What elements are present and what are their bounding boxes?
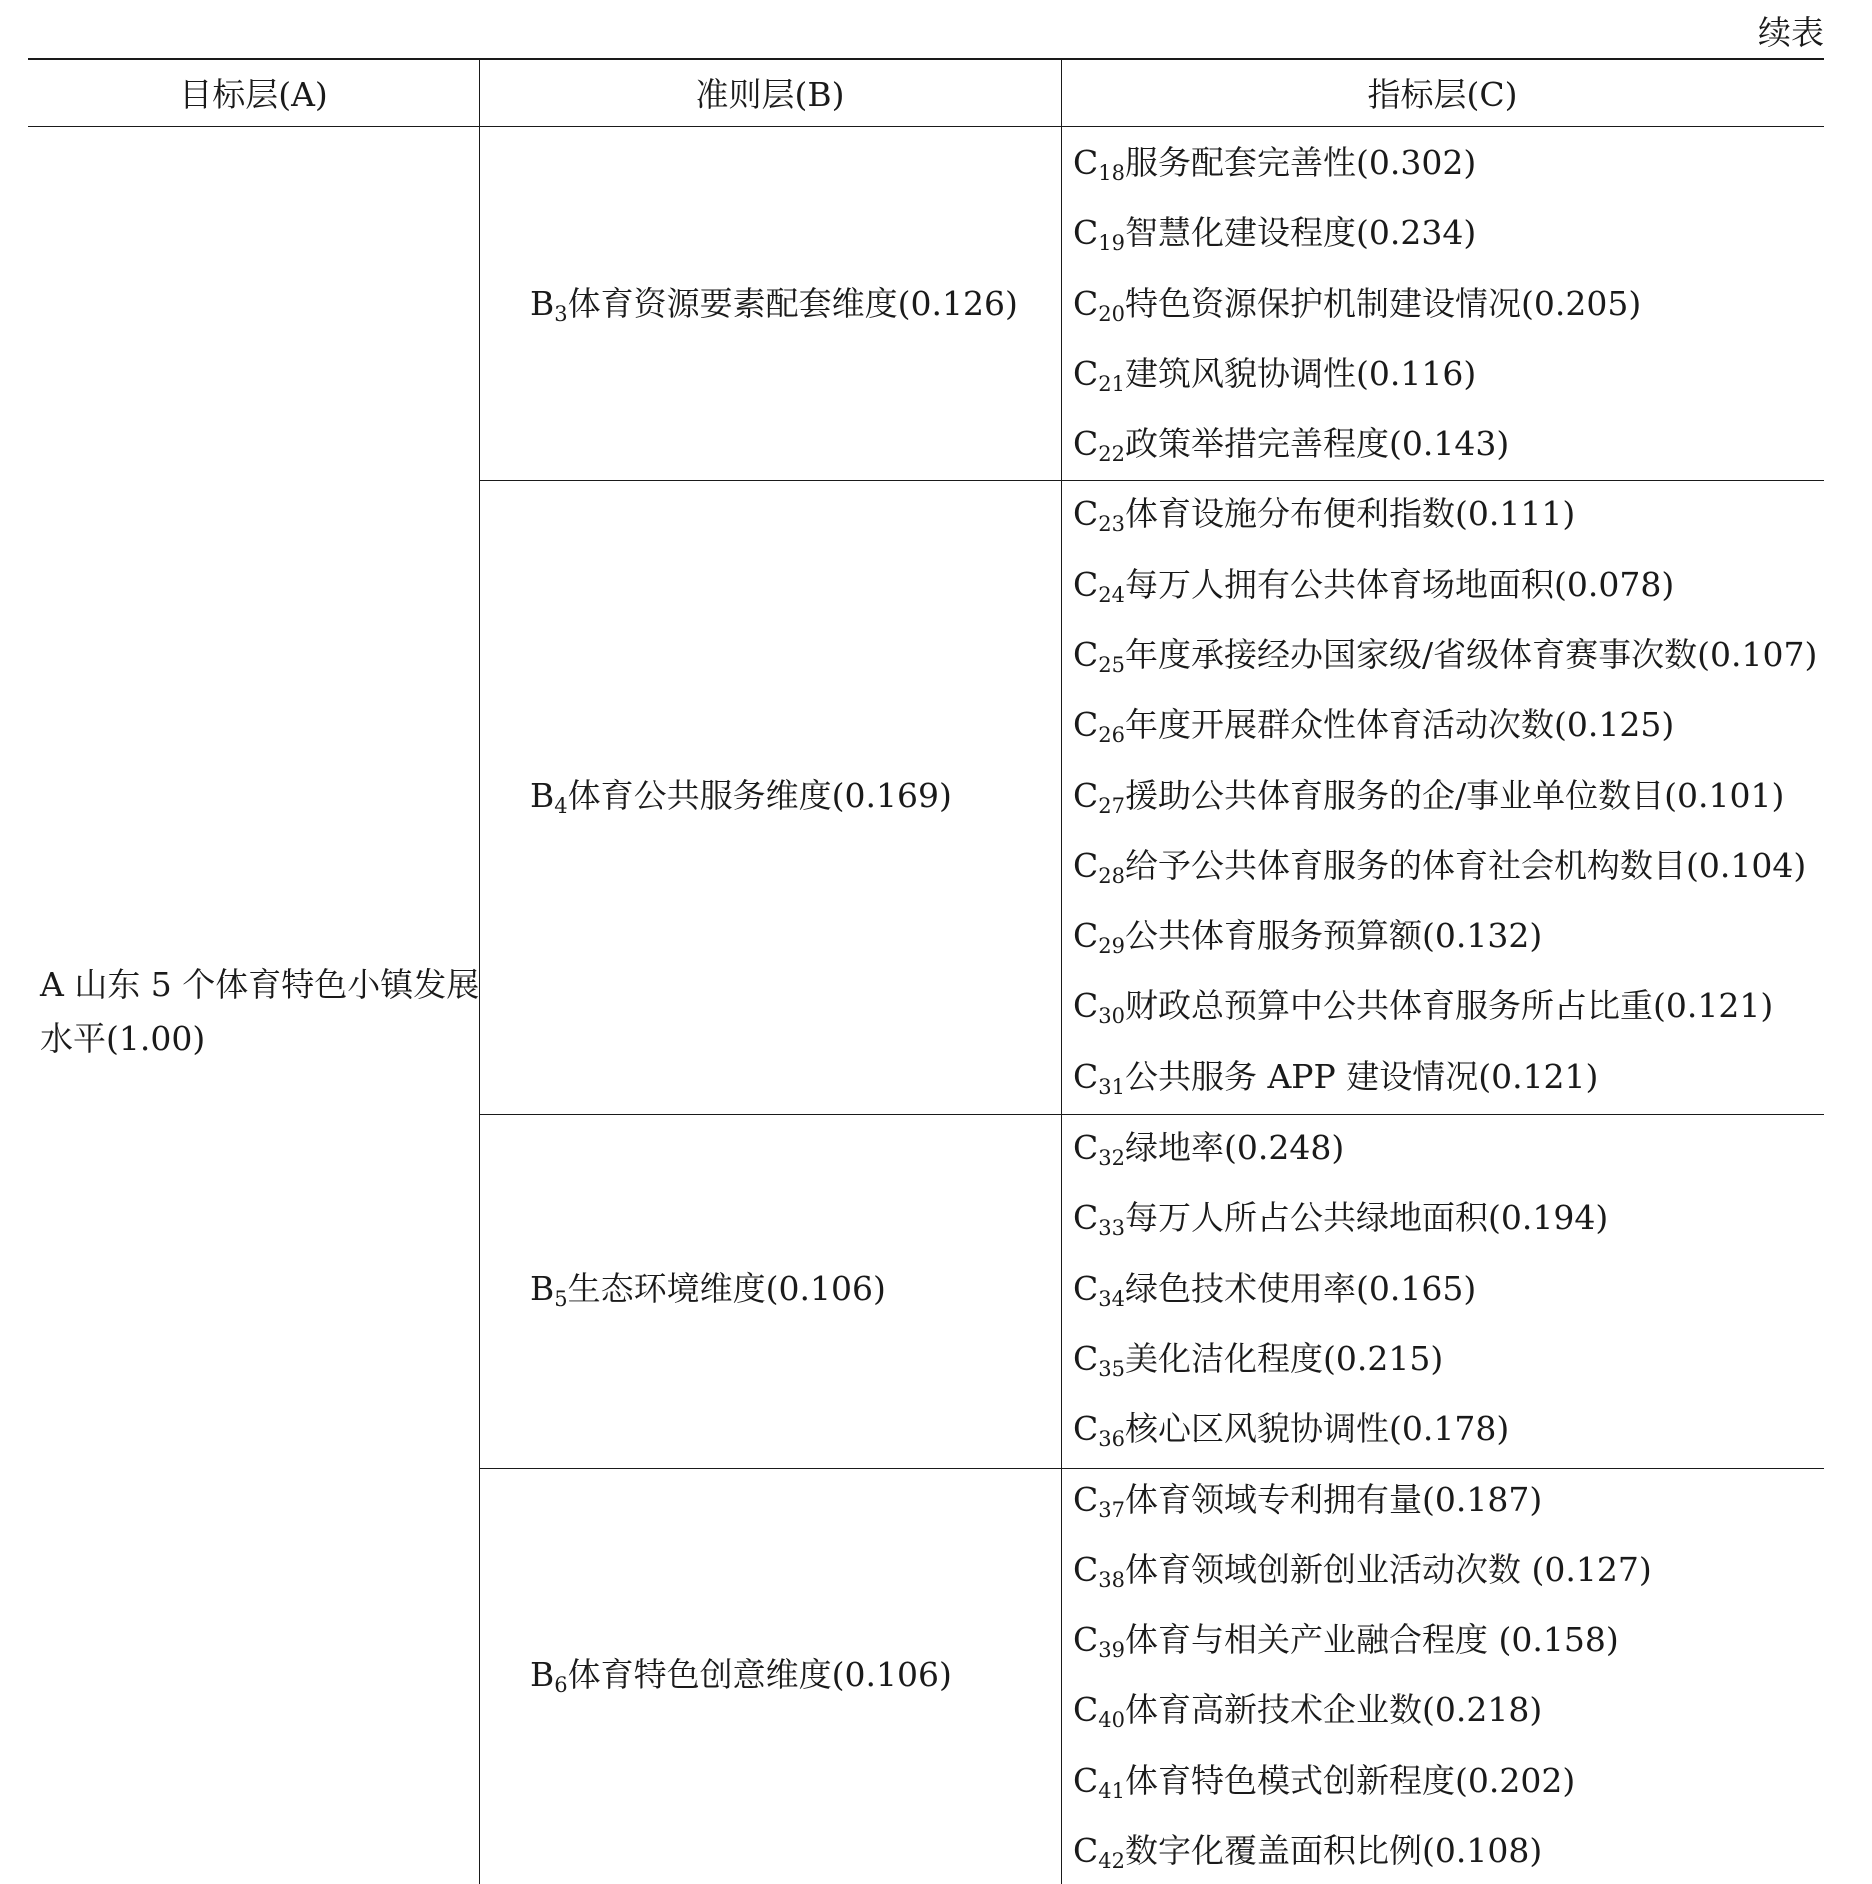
b5-bottom-rule [479,1468,1824,1469]
indicator-subscript: 18 [1098,161,1125,185]
indicator-label: 建筑风貌协调性(0.116) [1124,354,1477,393]
indicator-c37 [1073,1480,1542,1520]
indicator-code: C [1073,1339,1099,1378]
indicator-label: 年度承接经办国家级/省级体育赛事次数(0.107) [1124,635,1818,674]
criterion-subscript: 6 [554,1673,568,1697]
indicator-subscript: 40 [1098,1708,1125,1732]
indicator-label: 体育高新技术企业数(0.218) [1124,1690,1543,1729]
indicator-label: 智慧化建设程度(0.234) [1124,213,1477,252]
indicator-subscript: 23 [1098,512,1125,536]
indicator-label: 绿地率(0.248) [1124,1128,1345,1167]
indicator-subscript: 20 [1098,302,1125,326]
indicator-label: 体育与相关产业融合程度 (0.158) [1124,1620,1619,1659]
indicator-code: C [1073,1761,1099,1800]
indicator-c39 [1073,1620,1619,1660]
criterion-b4 [530,776,952,816]
indicator-c23 [1073,494,1575,534]
criterion-b5 [530,1269,886,1309]
criterion-label: 体育资源要素配套维度(0.126) [567,284,1018,323]
indicator-code: C [1073,986,1099,1025]
criterion-subscript: 4 [554,794,568,818]
indicator-subscript: 27 [1098,794,1125,818]
indicator-label: 服务配套完善性(0.302) [1124,143,1477,182]
b4-bottom-rule [479,1114,1824,1115]
indicator-subscript: 32 [1098,1146,1125,1170]
indicator-code: C [1073,1480,1099,1519]
indicator-subscript: 30 [1098,1004,1125,1028]
criterion-label: 生态环境维度(0.106) [567,1269,886,1308]
criterion-code: B [530,1655,555,1694]
continued-label: 续表 [1758,13,1824,52]
indicator-code: C [1073,1550,1099,1589]
indicator-code: C [1073,213,1099,252]
indicator-subscript: 21 [1098,372,1125,396]
indicator-c22 [1073,424,1509,464]
indicator-code: C [1073,1128,1099,1167]
indicator-code: C [1073,284,1099,323]
indicator-code: C [1073,424,1099,463]
indicator-c41 [1073,1761,1575,1801]
indicator-code: C [1073,1620,1099,1659]
b3-bottom-rule [479,480,1824,481]
indicator-c32 [1073,1128,1344,1168]
indicator-c33 [1073,1198,1608,1238]
indicator-code: C [1073,1269,1099,1308]
indicator-label: 体育领域专利拥有量(0.187) [1124,1480,1543,1519]
indicator-subscript: 28 [1098,864,1125,888]
indicator-label: 年度开展群众性体育活动次数(0.125) [1124,705,1675,744]
indicator-label: 政策举措完善程度(0.143) [1124,424,1510,463]
indicator-label: 每万人拥有公共体育场地面积(0.078) [1124,565,1675,604]
indicator-code: C [1073,846,1099,885]
indicator-label: 财政总预算中公共体育服务所占比重(0.121) [1124,986,1774,1025]
indicator-label: 体育特色模式创新程度(0.202) [1124,1761,1576,1800]
indicator-label: 公共体育服务预算额(0.132) [1124,916,1543,955]
indicator-subscript: 31 [1098,1075,1125,1099]
indicator-subscript: 38 [1098,1568,1125,1592]
criterion-b6 [530,1655,952,1695]
criterion-subscript: 3 [554,302,568,326]
indicator-label: 每万人所占公共绿地面积(0.194) [1124,1198,1609,1237]
indicator-c36 [1073,1409,1509,1449]
indicator-label: 体育领域创新创业活动次数 (0.127) [1124,1550,1652,1589]
indicator-c27 [1073,776,1784,816]
indicator-code: C [1073,354,1099,393]
criterion-code: B [530,284,555,323]
indicator-label: 核心区风貌协调性(0.178) [1124,1409,1510,1448]
indicator-label: 援助公共体育服务的企/事业单位数目(0.101) [1124,776,1785,815]
header-goal-layer: 目标层(A) [179,74,328,114]
indicator-label: 数字化覆盖面积比例(0.108) [1124,1831,1543,1870]
indicator-subscript: 39 [1098,1638,1125,1662]
criterion-label: 体育公共服务维度(0.169) [567,776,952,815]
indicator-code: C [1073,916,1099,955]
indicator-code: C [1073,1198,1099,1237]
indicator-subscript: 36 [1098,1427,1125,1451]
indicator-c29 [1073,916,1542,956]
header-bottom-rule [28,126,1824,127]
indicator-label: 体育设施分布便利指数(0.111) [1124,494,1576,533]
indicator-c21 [1073,354,1476,394]
indicator-label: 美化洁化程度(0.215) [1124,1339,1444,1378]
indicator-c24 [1073,565,1674,605]
indicator-code: C [1073,776,1099,815]
indicator-subscript: 22 [1098,442,1125,466]
indicator-code: C [1073,1409,1099,1448]
indicator-subscript: 24 [1098,583,1125,607]
indicator-c26 [1073,705,1674,745]
indicator-c40 [1073,1690,1542,1730]
indicator-c28 [1073,846,1806,886]
criterion-code: B [530,1269,555,1308]
indicator-code: C [1073,1690,1099,1729]
criterion-code: B [530,776,555,815]
indicator-label: 公共服务 APP 建设情况(0.121) [1124,1057,1599,1096]
indicator-subscript: 26 [1098,723,1125,747]
indicator-code: C [1073,1831,1099,1870]
indicator-subscript: 42 [1098,1849,1125,1873]
indicator-code: C [1073,705,1099,744]
indicator-c38 [1073,1550,1652,1590]
indicator-c31 [1073,1057,1598,1097]
criterion-subscript: 5 [554,1287,568,1311]
indicator-c20 [1073,284,1641,324]
indicator-subscript: 37 [1098,1498,1125,1522]
indicator-c18 [1073,143,1476,183]
indicator-c30 [1073,986,1773,1026]
indicator-label: 绿色技术使用率(0.165) [1124,1269,1477,1308]
indicator-c19 [1073,213,1476,253]
indicator-subscript: 29 [1098,934,1125,958]
goal-cell: A 山东 5 个体育特色小镇发展水平(1.00) [40,965,480,1058]
criterion-b3 [530,284,1018,324]
indicator-code: C [1073,1057,1099,1096]
indicator-c34 [1073,1269,1476,1309]
indicator-code: C [1073,635,1099,674]
header-indicator-layer: 指标层(C) [1367,74,1518,114]
indicator-c42 [1073,1831,1542,1871]
indicator-subscript: 34 [1098,1287,1125,1311]
criterion-label: 体育特色创意维度(0.106) [567,1655,952,1694]
col-divider-bc [1061,58,1062,1884]
indicator-subscript: 25 [1098,653,1125,677]
indicator-label: 给予公共体育服务的体育社会机构数目(0.104) [1124,846,1807,885]
indicator-code: C [1073,565,1099,604]
indicator-code: C [1073,143,1099,182]
indicator-subscript: 19 [1098,231,1125,255]
indicator-subscript: 41 [1098,1779,1125,1803]
indicator-subscript: 33 [1098,1216,1125,1240]
indicator-c35 [1073,1339,1443,1379]
header-criteria-layer: 准则层(B) [695,74,845,114]
indicator-subscript: 35 [1098,1357,1125,1381]
indicator-c25 [1073,635,1817,675]
indicator-code: C [1073,494,1099,533]
indicator-label: 特色资源保护机制建设情况(0.205) [1124,284,1642,323]
